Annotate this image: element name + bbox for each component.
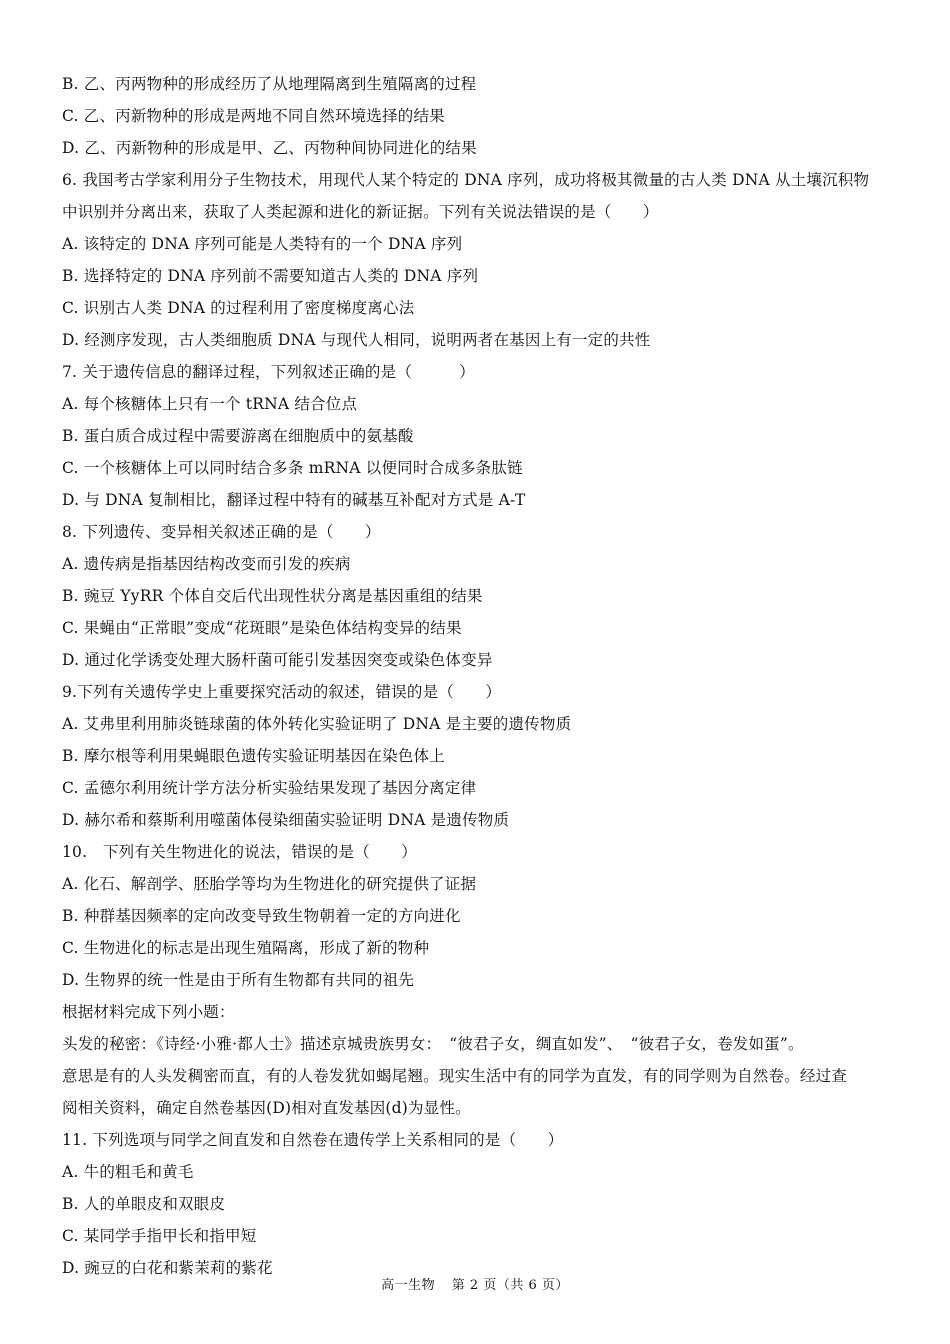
material-line-2: 意思是有的人头发稠密而直，有的人卷发犹如蝎尾翘。现实生活中有的同学为直发，有的同学则为自然卷。经过查 <box>62 1067 848 1085</box>
question-10: 10. 下列有关生物进化的说法，错误的是（ ） <box>62 843 417 861</box>
option-d-q11: D. 豌豆的白花和紫茉莉的紫花 <box>62 1259 273 1277</box>
option-d-q8: D. 通过化学诱变处理大肠杆菌可能引发基因突变或染色体变异 <box>62 651 493 669</box>
footer-page-number: 第 2 页（共 6 页） <box>451 1278 569 1293</box>
option-b-q9: B. 摩尔根等利用果蝇眼色遗传实验证明基因在染色体上 <box>62 747 445 765</box>
document-body <box>62 68 894 1284</box>
question-6-line-1: 6. 我国考古学家利用分子生物技术，用现代人某个特定的 DNA 序列，成功将极其微量的古人类 DNA 从土壤沉积物 <box>62 171 870 189</box>
option-c-q11: C. 某同学手指甲长和指甲短 <box>62 1227 257 1245</box>
option-c-q8: C. 果蝇由“正常眼”变成“花斑眼”是染色体结构变异的结果 <box>62 619 462 637</box>
option-a-q7: A. 每个核糖体上只有一个 tRNA 结合位点 <box>62 395 358 413</box>
material-passage <box>62 1028 894 1124</box>
material-line-3: 阅相关资料，确定自然卷基因(D)相对直发基因(d)为显性。 <box>62 1099 471 1117</box>
option-c-q5: C. 乙、丙新物种的形成是两地不同自然环境选择的结果 <box>62 107 445 125</box>
material-intro: 根据材料完成下列小题： <box>62 1003 235 1021</box>
question-7: 7. 关于遗传信息的翻译过程，下列叙述正确的是（ ） <box>62 363 475 381</box>
page-footer <box>0 1276 950 1296</box>
option-b-q10: B. 种群基因频率的定向改变导致生物朝着一定的方向进化 <box>62 907 461 925</box>
option-a-q9: A. 艾弗里利用肺炎链球菌的体外转化实验证明了 DNA 是主要的遗传物质 <box>62 715 572 733</box>
option-a-q8: A. 遗传病是指基因结构改变而引发的疾病 <box>62 555 351 573</box>
footer-subject: 高一生物 <box>381 1278 436 1293</box>
option-a-q10: A. 化石、解剖学、胚胎学等均为生物进化的研究提供了证据 <box>62 875 477 893</box>
material-line-1: 头发的秘密：《诗经·小雅·都人士》描述京城贵族男女： “彼君子女，绸直如发”、 “彼君子女，卷发如蛋”。 <box>62 1035 804 1053</box>
option-b-q7: B. 蛋白质合成过程中需要游离在细胞质中的氨基酸 <box>62 427 414 445</box>
question-6-line-2: 中识别并分离出来，获取了人类起源和进化的新证据。下列有关说法错误的是（ ） <box>62 203 659 221</box>
question-8: 8. 下列遗传、变异相关叙述正确的是（ ） <box>62 523 381 541</box>
option-a-q11: A. 牛的粗毛和黄毛 <box>62 1163 194 1181</box>
option-d-q10: D. 生物界的统一性是由于所有生物都有共同的祖先 <box>62 971 415 989</box>
option-c-q7: C. 一个核糖体上可以同时结合多条 mRNA 以便同时合成多条肽链 <box>62 459 523 477</box>
option-c-q10: C. 生物进化的标志是出现生殖隔离，形成了新的物种 <box>62 939 430 957</box>
option-d-q6: D. 经测序发现，古人类细胞质 DNA 与现代人相同，说明两者在基因上有一定的共性 <box>62 331 651 349</box>
question-11: 11. 下列选项与同学之间直发和自然卷在遗传学上关系相同的是（ ） <box>62 1131 564 1149</box>
option-a-q6: A. 该特定的 DNA 序列可能是人类特有的一个 DNA 序列 <box>62 235 463 253</box>
option-b-q8: B. 豌豆 YyRR 个体自交后代出现性状分离是基因重组的结果 <box>62 587 483 605</box>
question-9: 9.下列有关遗传学史上重要探究活动的叙述，错误的是（ ） <box>62 683 502 701</box>
option-c-q9: C. 孟德尔利用统计学方法分析实验结果发现了基因分离定律 <box>62 779 477 797</box>
option-d-q5: D. 乙、丙新物种的形成是甲、乙、丙物种间协同进化的结果 <box>62 139 477 157</box>
option-b-q5: B. 乙、丙两物种的形成经历了从地理隔离到生殖隔离的过程 <box>62 75 477 93</box>
option-d-q7: D. 与 DNA 复制相比，翻译过程中特有的碱基互补配对方式是 A-T <box>62 491 526 509</box>
option-b-q6: B. 选择特定的 DNA 序列前不需要知道古人类的 DNA 序列 <box>62 267 479 285</box>
option-d-q9: D. 赫尔希和蔡斯利用噬菌体侵染细菌实验证明 DNA 是遗传物质 <box>62 811 510 829</box>
option-c-q6: C. 识别古人类 DNA 的过程利用了密度梯度离心法 <box>62 299 415 317</box>
option-b-q11: B. 人的单眼皮和双眼皮 <box>62 1195 226 1213</box>
